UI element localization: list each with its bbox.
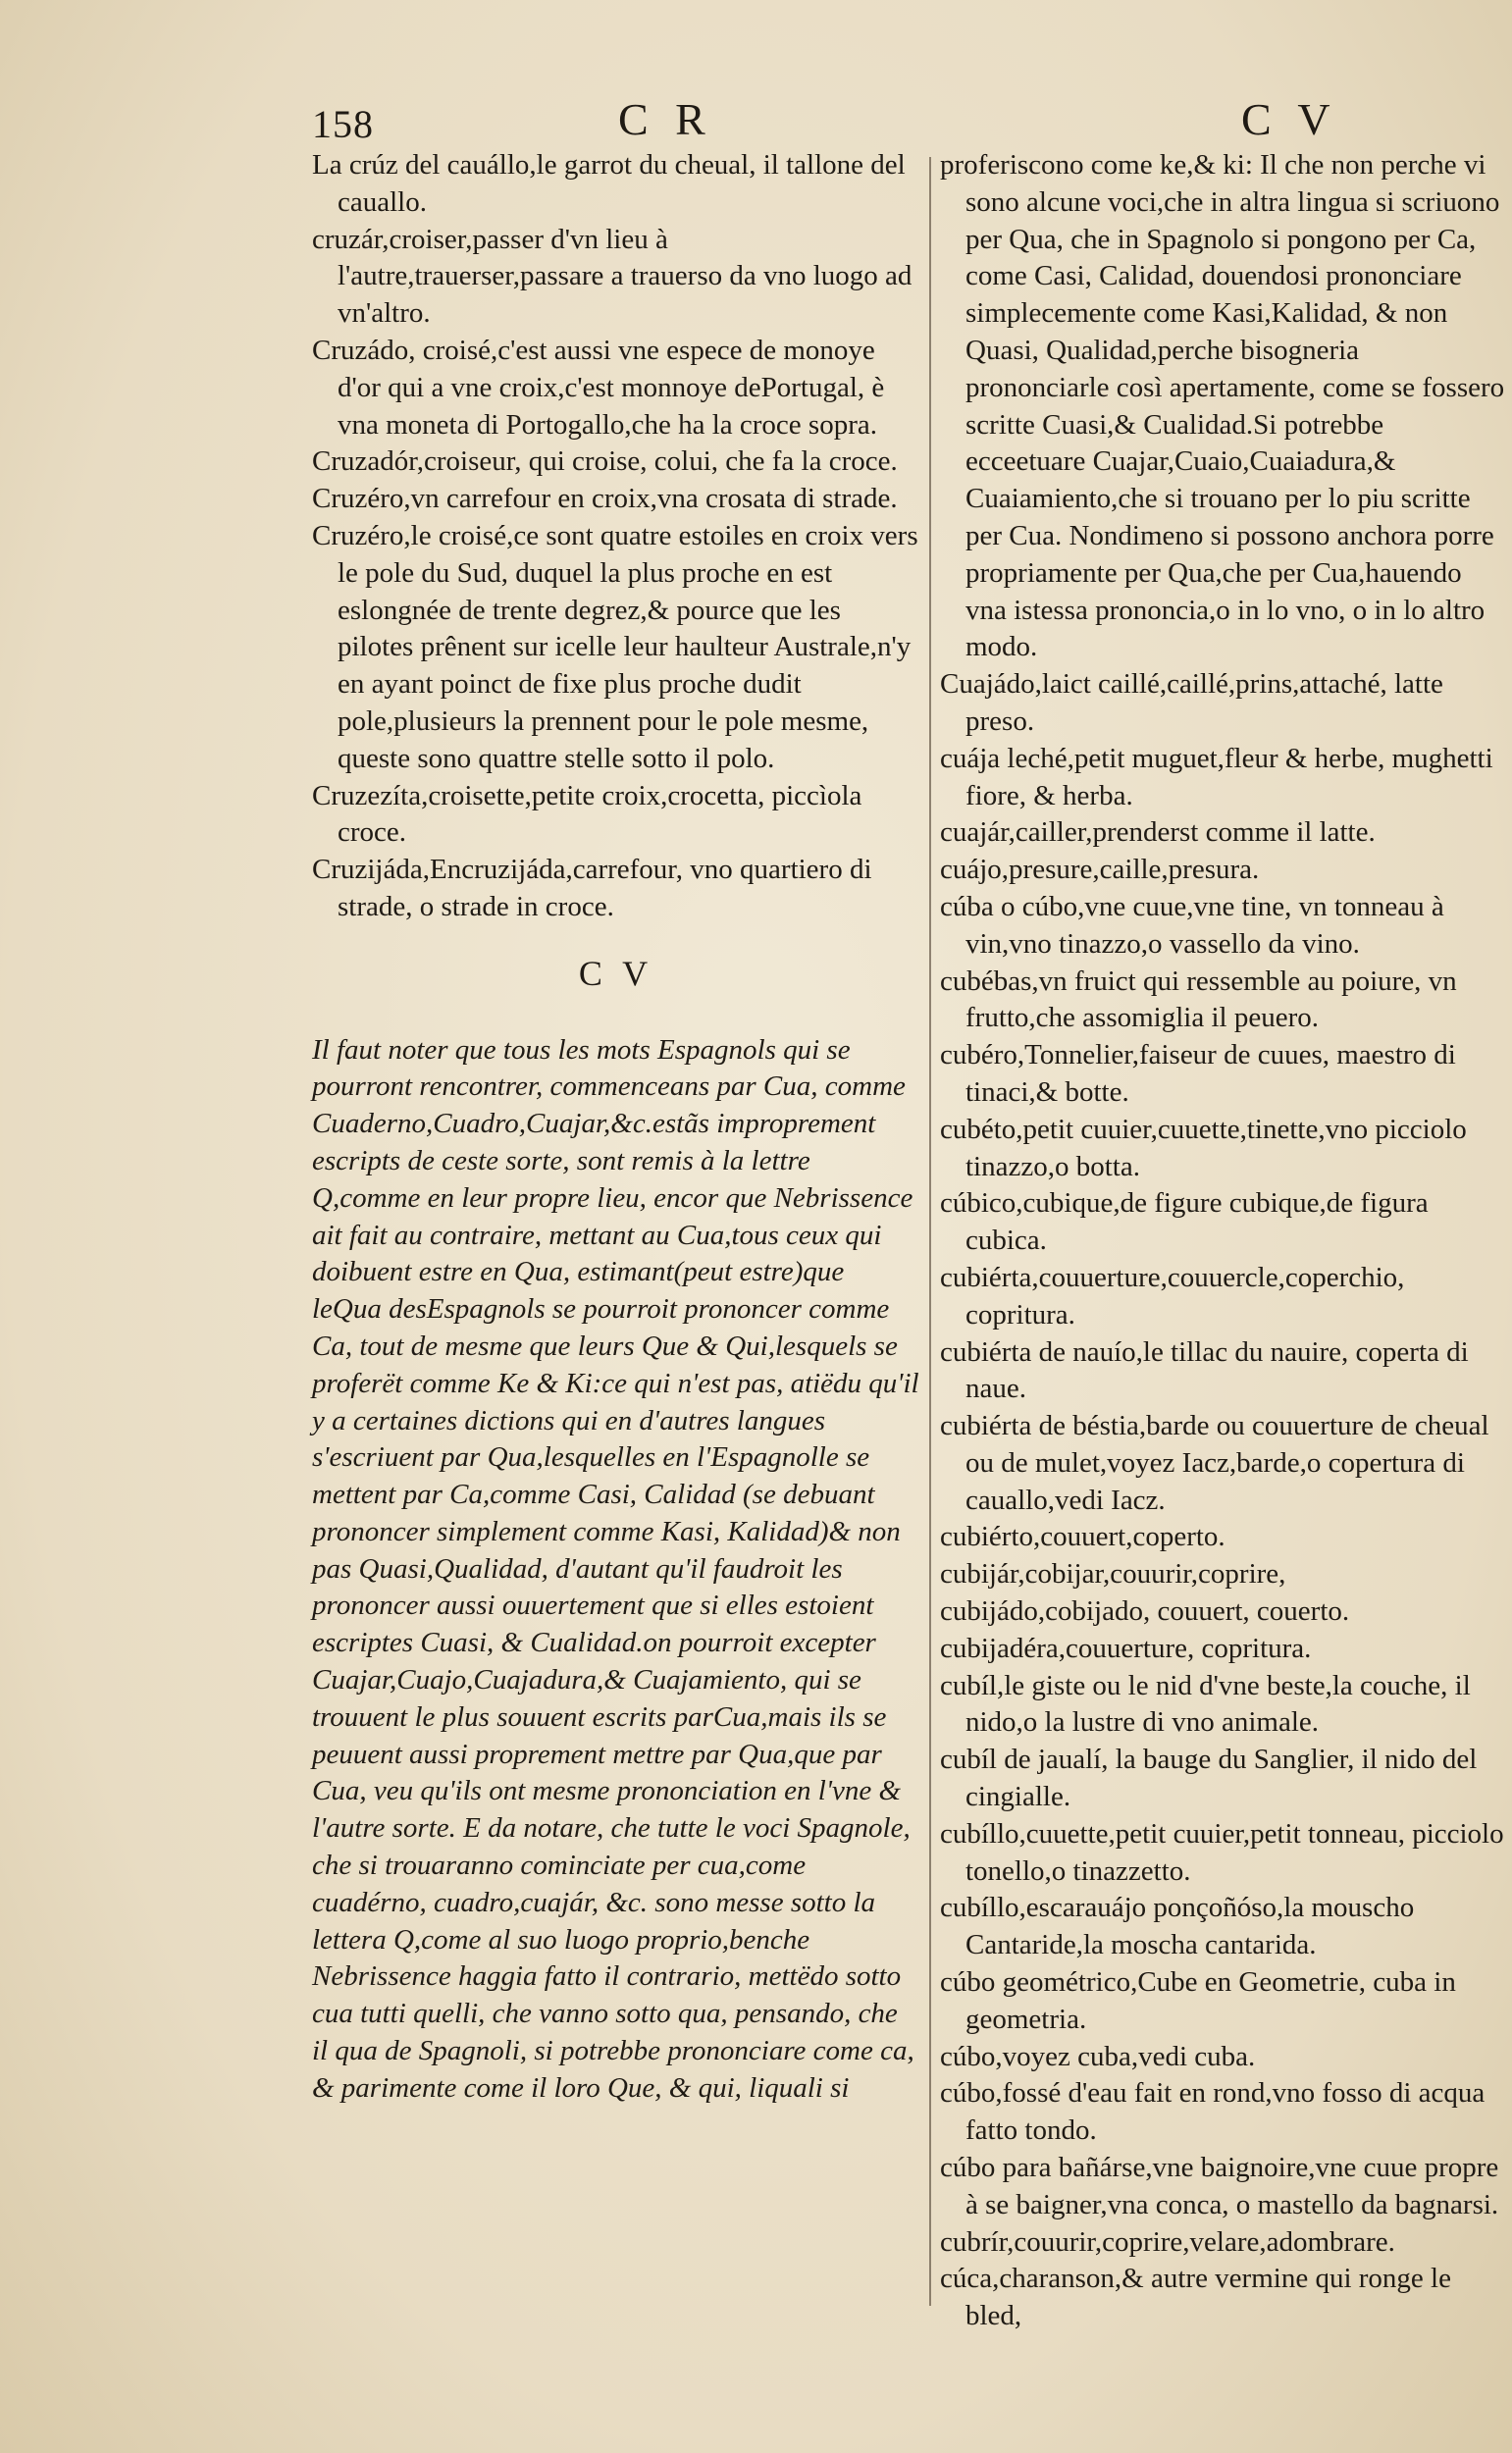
entry: Cruzéro,le croisé,ce sont quatre estoiles en croix vers le pole du Sud, duquel la plus proche en est eslongnée de trente degrez,& pource que les pilotes prênent sur icelle leur haulteur Australe,n'y en ayant poinct de fixe plus proche dudit pole,plusieurs la prennent pour le pole mesme, queste sono quattre stelle sotto il polo. — [312, 519, 918, 774]
entry: cúbo,voyez cuba,vedi cuba. — [940, 2040, 1256, 2072]
entry: cubijádo,cobijado, couuert, couerto. — [940, 1595, 1350, 1628]
entry: cruzár,croiser,passer d'vn lieu à l'autre,trauerser,passare a trauerso da vno luogo ad vn'altro. — [312, 223, 912, 330]
left-column — [312, 147, 920, 2136]
section-heading: C V — [578, 953, 654, 993]
entry: Cruzádo, croisé,c'est aussi vne espece de monoye d'or qui a vne croix,c'est monnoye dePortugal, è vna moneta di Portogallo,che ha la croce sopra. — [312, 334, 885, 441]
entry: cubijadéra,couuerture, copritura. — [940, 1632, 1312, 1664]
entry: cúba o cúbo,vne cuue,vne tine, vn tonneau à vin,vno tinazzo,o vassello da vino. — [940, 890, 1444, 960]
entry: Cruzadór,croiseur, qui croise, colui, che fa la croce. — [312, 445, 898, 478]
entry: cubíllo,cuuette,petit cuuier,petit tonneau, picciolo tonello,o tinazzetto. — [940, 1817, 1504, 1887]
entry: Cruzijáda,Encruzijáda,carrefour, vno quartiero di strade, o strade in croce. — [312, 854, 872, 922]
running-head-left: C R — [618, 94, 713, 144]
entry: proferiscono come ke,& ki: Il che non perche vi sono alcune voci,che in altra lingua si scriuono per Qua, che in Spagnolo si pongono per Ca, come Casi, Calidad, douendosi prononciare simplecemente come Kasi,Kalidad, & non Quasi, Qualidad,perche bisogneria prononciarle così apertamente, come se fossero scritte Cuasi,& Cualidad.Si potrebbe ecceetuare Cuajar,Cuaio,Cuaiadura,& Cuaiamiento,che si trouano per lo piu scritte per Cua. Nondimeno si possono anchora porre propriamente per Qua,che per Cua,hauendo vna istessa prononcia,o in lo vno, o in lo altro modo. — [940, 149, 1505, 663]
entry: cuája leché,petit muguet,fleur & herbe, mughetti fiore, & herba. — [940, 742, 1493, 811]
entry: cubiérta de béstia,barde ou couuerture de cheual ou de mulet,voyez Iacz,barde,o copertura di cauallo,vedi Iacz. — [940, 1410, 1489, 1516]
entry: cubíl de jaualí, la bauge du Sanglier, il nido del cingialle. — [940, 1744, 1478, 1813]
entry: cúbico,cubique,de figure cubique,de figura cubica. — [940, 1187, 1429, 1257]
entry: La crúz del cauállo,le garrot du cheual, il tallone del cauallo. — [312, 149, 906, 218]
entry: cúbo geométrico,Cube en Geometrie, cuba in geometria. — [940, 1966, 1456, 2035]
entry: cubéto,petit cuuier,cuuette,tinette,vno picciolo tinazzo,o botta. — [940, 1113, 1467, 1182]
entry: cubébas,vn fruict qui ressemble au poiure, vn frutto,che assomiglia il peuero. — [940, 965, 1457, 1034]
running-head-right: C V — [1241, 94, 1338, 144]
entry: cubiérta,couuerture,couuercle,coperchio, copritura. — [940, 1261, 1405, 1331]
right-column — [940, 147, 1509, 2335]
entry: cúbo para bañárse,vne baignoire,vne cuue propre à se baigner,vna conca, o mastello da bagnarsi. — [940, 2152, 1499, 2220]
column-rule — [929, 157, 931, 2306]
section-note: Il faut noter que tous les mots Espagnols qui se pourront rencontrer, commenceans par Cua, comme Cuaderno,Cuadro,Cuajar,&c.estãs improprement escripts de ceste sorte, sont remis à la lettre Q,comme en leur propre lieu, encor que Nebrissence ait fait au contraire, mettant au Cua,tous ceux qui doibuent estre en Qua, estimant(peut estre)que leQua desEspagnols se pourroit prononcer comme Ca, tout de mesme que leurs Que & Qui,lesquels se proferët comme Ke & Ki:ce qui n'est pas, atiëdu qu'il y a certaines dictions qui en d'autres langues s'escriuent par Qua,lesquelles en l'Espagnolle se mettent par Ca,comme Casi, Calidad (se debuant prononcer simplement comme Kasi, Kalidad)& non pas Quasi,Qualidad, d'autant qu'il faudroit les prononcer aussi ouuertement que si elles estoient escriptes Cuasi, & Cualidad.on pourroit excepter Cuajar,Cuajo,Cuajadura,& Cuajamiento, qui se trouuent le plus souuent escrits parCua,mais ils se peuuent aussi proprement mettre par Qua,que par Cua, veu qu'ils ont mesme prononciation en l'vne & l'autre sorte. E da notare, che tutte le voci Spagnole, che si trouaranno cominciate per cua,come cuadérno, cuadro,cuajár, &c. sono messe sotto la lettera Q,come al suo luogo proprio,benche Nebrissence haggia fatto il contrario, mettëdo sotto cua tutti quelli, che vanno sotto qua, pensando, che il qua de Spagnoli, si potrebbe prononciare come ca, & parimente come il loro Que, & qui, liquali si — [312, 1033, 919, 2104]
entry: cubíl,le giste ou le nid d'vne beste,la couche, il nido,o la lustre di vno animale. — [940, 1669, 1471, 1739]
entry: cubrír,couurir,coprire,velare,adombrare. — [940, 2225, 1395, 2258]
entry: cuájo,presure,caille,presura. — [940, 854, 1260, 886]
entry: cubiérto,couuert,coperto. — [940, 1521, 1225, 1553]
entry: cubíllo,escarauájo ponçoñóso,la mouscho Cantaride,la moscha cantarida. — [940, 1892, 1415, 1961]
entry: cuajár,cailler,prenderst comme il latte. — [940, 816, 1376, 849]
entry: cúbo,fossé d'eau fait en rond,vno fosso di acqua fatto tondo. — [940, 2077, 1486, 2147]
running-head — [0, 93, 1512, 152]
entry: cúca,charanson,& autre vermine qui ronge le bled, — [940, 2263, 1451, 2332]
entry: cubijár,cobijar,couurir,coprire, — [940, 1558, 1286, 1591]
entry: Cuajádo,laict caillé,caillé,prins,attaché, latte preso. — [940, 668, 1443, 737]
page-number: 158 — [312, 102, 374, 146]
entry: cubéro,Tonnelier,faiseur de cuues, maestro di tinaci,& botte. — [940, 1039, 1456, 1108]
entry: Cruzezíta,croisette,petite croix,crocetta, piccìola croce. — [312, 779, 862, 849]
entry: Cruzéro,vn carrefour en croix,vna crosata di strade. — [312, 483, 898, 515]
entry: cubiérta de nauío,le tillac du nauire, coperta di naue. — [940, 1335, 1469, 1405]
